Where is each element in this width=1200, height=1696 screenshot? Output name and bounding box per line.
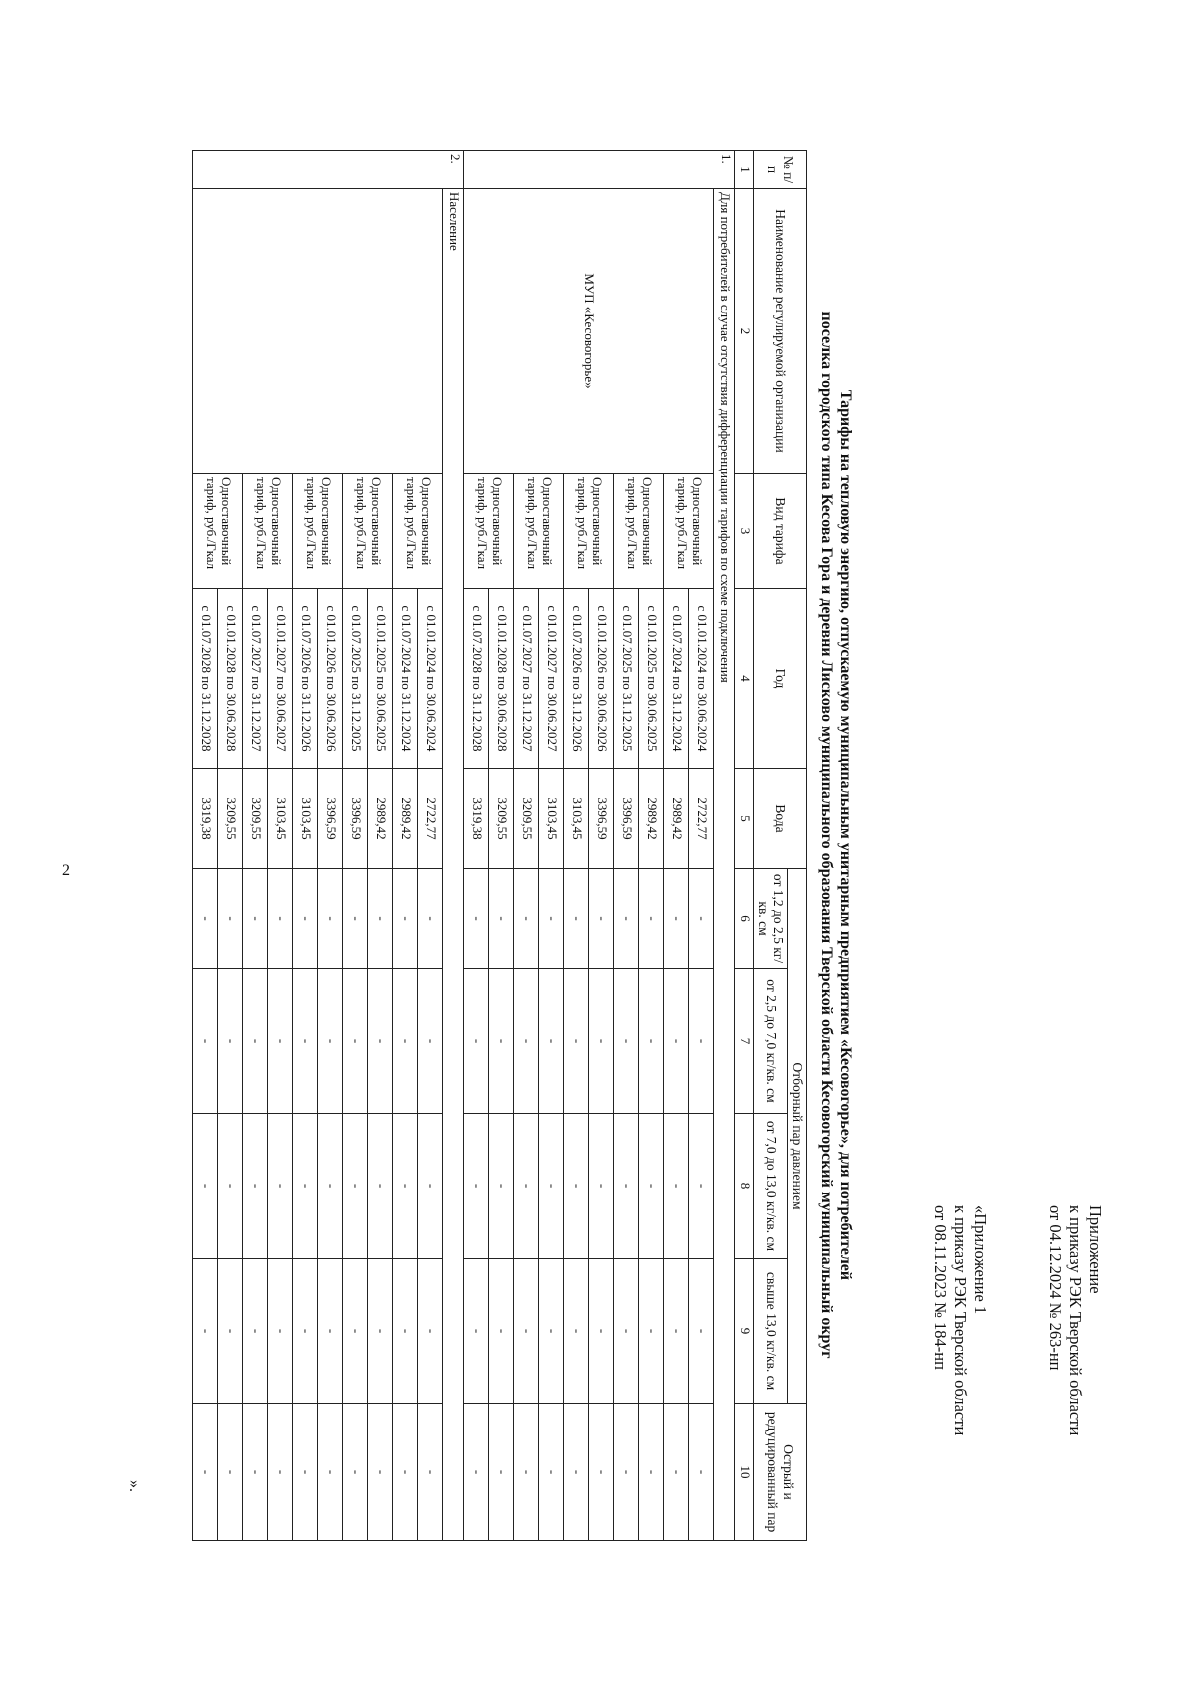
water-tariff: 3209,55 [514, 769, 539, 869]
period: с 01.07.2026 по 31.12.2026 [293, 589, 318, 769]
period: с 01.07.2027 по 31.12.2027 [514, 589, 539, 769]
dash-cell: - [343, 869, 368, 969]
table-row [689, 151, 714, 1541]
dash-cell: - [689, 1404, 714, 1541]
tariff-kind: Одноставочный тариф, руб./Гкал [564, 474, 614, 589]
water-tariff: 2722,77 [418, 769, 443, 869]
dash-cell: - [418, 869, 443, 969]
period: с 01.01.2026 по 30.06.2026 [589, 589, 614, 769]
water-tariff: 3396,59 [318, 769, 343, 869]
dash-cell: - [218, 969, 243, 1114]
tariff-table [192, 150, 807, 1541]
dash-cell: - [514, 1259, 539, 1404]
dash-cell: - [268, 1114, 293, 1259]
dash-cell: - [614, 1259, 639, 1404]
dash-cell: - [664, 1404, 689, 1541]
dash-cell: - [418, 1114, 443, 1259]
period: с 01.01.2027 по 30.06.2027 [268, 589, 293, 769]
period: с 01.07.2028 по 31.12.2028 [464, 589, 489, 769]
organization-name [193, 189, 443, 474]
dash-cell: - [539, 869, 564, 969]
water-tariff: 3103,45 [539, 769, 564, 869]
header-year: Год [754, 589, 807, 769]
dash-cell: - [564, 1259, 589, 1404]
tariff-kind: Одноставочный тариф, руб./Гкал [293, 474, 343, 589]
dash-cell: - [293, 1114, 318, 1259]
appendix-line: «Приложение 1 [971, 1205, 990, 1315]
dash-cell: - [639, 1404, 664, 1541]
tariff-kind: Одноставочный тариф, руб./Гкал [243, 474, 293, 589]
dash-cell: - [589, 869, 614, 969]
column-index: 2 [735, 189, 754, 474]
dash-cell: - [368, 1114, 393, 1259]
tariff-kind: Одноставочный тариф, руб./Гкал [193, 474, 243, 589]
dash-cell: - [268, 969, 293, 1114]
dash-cell: - [243, 1404, 268, 1541]
dash-cell: - [614, 969, 639, 1114]
dash-cell: - [514, 869, 539, 969]
dash-cell: - [614, 1404, 639, 1541]
dash-cell: - [689, 869, 714, 969]
period: с 01.01.2024 по 30.06.2024 [418, 589, 443, 769]
dash-cell: - [564, 969, 589, 1114]
column-index: 1 [735, 151, 754, 189]
dash-cell: - [293, 1404, 318, 1541]
appendix-block [1046, 1205, 1105, 1545]
section-title: Для потребителей в случае отсутствия дифференциации тарифов по схеме подключения [714, 189, 735, 1541]
dash-cell: - [343, 1259, 368, 1404]
period: с 01.07.2025 по 31.12.2025 [614, 589, 639, 769]
dash-cell: - [514, 1404, 539, 1541]
section-number: 1. [464, 151, 735, 189]
header-tariff-kind: Вид тарифа [754, 474, 807, 589]
dash-cell: - [343, 969, 368, 1114]
dash-cell: - [614, 1114, 639, 1259]
dash-cell: - [218, 1404, 243, 1541]
dash-cell: - [393, 1404, 418, 1541]
dash-cell: - [368, 1404, 393, 1541]
period: с 01.01.2028 по 30.06.2028 [489, 589, 514, 769]
closing-quote: ». [126, 1480, 143, 1492]
dash-cell: - [664, 869, 689, 969]
period: с 01.07.2024 по 31.12.2024 [393, 589, 418, 769]
dash-cell: - [664, 969, 689, 1114]
column-index: 3 [735, 474, 754, 589]
header-num: № п/п [754, 151, 807, 189]
header-steam-group: Отборный пар давлением [788, 869, 807, 1404]
water-tariff: 3103,45 [564, 769, 589, 869]
water-tariff: 3103,45 [268, 769, 293, 869]
dash-cell: - [318, 1404, 343, 1541]
title-line: Тарифы на тепловую энергию, отпускаемую муниципальным унитарным предприятием «Кесовогорье», для потребителей [837, 389, 854, 1281]
dash-cell: - [368, 869, 393, 969]
dash-cell: - [343, 1404, 368, 1541]
period: с 01.01.2024 по 30.06.2024 [689, 589, 714, 769]
column-index: 9 [735, 1259, 754, 1404]
dash-cell: - [293, 1259, 318, 1404]
dash-cell: - [318, 1259, 343, 1404]
header-pressure-3: от 7,0 до 13,0 кг/кв. см [754, 1114, 788, 1259]
dash-cell: - [639, 1114, 664, 1259]
document-title [817, 85, 855, 1585]
tariff-kind: Одноставочный тариф, руб./Гкал [393, 474, 443, 589]
water-tariff: 2722,77 [689, 769, 714, 869]
water-tariff: 2989,42 [639, 769, 664, 869]
dash-cell: - [418, 1259, 443, 1404]
section-number: 2. [193, 151, 464, 189]
column-index: 7 [735, 969, 754, 1114]
column-index-row [735, 151, 754, 1541]
dash-cell: - [218, 1259, 243, 1404]
column-index: 8 [735, 1114, 754, 1259]
dash-cell: - [193, 869, 218, 969]
period: с 01.07.2024 по 31.12.2024 [664, 589, 689, 769]
dash-cell: - [243, 1114, 268, 1259]
header-sharp-steam: Острый и редуцированный пар [754, 1404, 807, 1541]
dash-cell: - [193, 1259, 218, 1404]
water-tariff: 2989,42 [393, 769, 418, 869]
dash-cell: - [218, 1114, 243, 1259]
dash-cell: - [393, 869, 418, 969]
water-tariff: 3396,59 [343, 769, 368, 869]
dash-cell: - [193, 969, 218, 1114]
dash-cell: - [418, 969, 443, 1114]
dash-cell: - [689, 969, 714, 1114]
section-row [714, 151, 735, 1541]
header-pressure-2: от 2,5 до 7,0 кг/кв. см [754, 969, 788, 1114]
water-tariff: 3319,38 [193, 769, 218, 869]
tariff-kind: Одноставочный тариф, руб./Гкал [664, 474, 714, 589]
dash-cell: - [639, 969, 664, 1114]
dash-cell: - [318, 1114, 343, 1259]
dash-cell: - [564, 1114, 589, 1259]
dash-cell: - [664, 1114, 689, 1259]
dash-cell: - [268, 1259, 293, 1404]
appendix-line: от 04.12.2024 № 263-нп [1046, 1205, 1066, 1371]
column-index: 10 [735, 1404, 754, 1541]
dash-cell: - [514, 969, 539, 1114]
period: с 01.07.2026 по 31.12.2026 [564, 589, 589, 769]
rotated-page [125, 85, 1125, 1585]
header-pressure-1: от 1,2 до 2,5 кг/кв. см [754, 869, 788, 969]
previous-appendix-block [931, 1205, 990, 1545]
water-tariff: 3396,59 [589, 769, 614, 869]
dash-cell: - [318, 869, 343, 969]
page-number: 2 [62, 862, 70, 879]
water-tariff: 3209,55 [218, 769, 243, 869]
dash-cell: - [514, 1114, 539, 1259]
dash-cell: - [393, 1259, 418, 1404]
dash-cell: - [464, 1114, 489, 1259]
tariff-kind: Одноставочный тариф, руб./Гкал [614, 474, 664, 589]
column-index: 6 [735, 869, 754, 969]
dash-cell: - [368, 1259, 393, 1404]
appendix-line: к приказу РЭК Тверской области [1066, 1205, 1086, 1436]
dash-cell: - [243, 869, 268, 969]
dash-cell: - [614, 869, 639, 969]
dash-cell: - [639, 869, 664, 969]
table-body [193, 151, 735, 1541]
dash-cell: - [268, 869, 293, 969]
dash-cell: - [243, 969, 268, 1114]
dash-cell: - [464, 869, 489, 969]
dash-cell: - [489, 869, 514, 969]
water-tariff: 2989,42 [368, 769, 393, 869]
dash-cell: - [589, 1404, 614, 1541]
dash-cell: - [589, 1114, 614, 1259]
dash-cell: - [564, 869, 589, 969]
dash-cell: - [193, 1114, 218, 1259]
dash-cell: - [564, 1404, 589, 1541]
water-tariff: 3396,59 [614, 769, 639, 869]
header-pressure-4: свыше 13,0 кг/кв. см [754, 1259, 788, 1404]
period: с 01.01.2025 по 30.06.2025 [639, 589, 664, 769]
column-index: 5 [735, 769, 754, 869]
dash-cell: - [639, 1259, 664, 1404]
dash-cell: - [589, 969, 614, 1114]
period: с 01.01.2025 по 30.06.2025 [368, 589, 393, 769]
dash-cell: - [464, 1404, 489, 1541]
water-tariff: 3319,38 [464, 769, 489, 869]
tariff-kind: Одноставочный тариф, руб./Гкал [514, 474, 564, 589]
dash-cell: - [664, 1259, 689, 1404]
water-tariff: 3209,55 [489, 769, 514, 869]
table-row [418, 151, 443, 1541]
dash-cell: - [689, 1114, 714, 1259]
organization-name: МУП «Кесовогорье» [464, 189, 714, 474]
appendix-line: Приложение [1086, 1205, 1105, 1294]
header-organization: Наименование регулируемой организации [754, 189, 807, 474]
period: с 01.07.2027 по 31.12.2027 [243, 589, 268, 769]
dash-cell: - [464, 1259, 489, 1404]
dash-cell: - [489, 1114, 514, 1259]
appendix-line: от 08.11.2023 № 184-нп [931, 1205, 951, 1370]
dash-cell: - [589, 1259, 614, 1404]
dash-cell: - [293, 969, 318, 1114]
dash-cell: - [539, 969, 564, 1114]
dash-cell: - [368, 969, 393, 1114]
period: с 01.07.2028 по 31.12.2028 [193, 589, 218, 769]
period: с 01.01.2027 по 30.06.2027 [539, 589, 564, 769]
dash-cell: - [293, 869, 318, 969]
water-tariff: 3209,55 [243, 769, 268, 869]
appendix-line: к приказу РЭК Тверской области [951, 1205, 971, 1436]
dash-cell: - [343, 1114, 368, 1259]
title-line: поселка городского типа Кесова Гора и деревни Лисково муниципального образования Тверской области Кесовогорский муниципальный округ [817, 311, 835, 1359]
dash-cell: - [489, 1404, 514, 1541]
dash-cell: - [689, 1259, 714, 1404]
dash-cell: - [539, 1114, 564, 1259]
dash-cell: - [268, 1404, 293, 1541]
section-title: Население [443, 189, 464, 1541]
tariff-kind: Одноставочный тариф, руб./Гкал [343, 474, 393, 589]
dash-cell: - [218, 869, 243, 969]
dash-cell: - [193, 1404, 218, 1541]
dash-cell: - [489, 1259, 514, 1404]
dash-cell: - [539, 1404, 564, 1541]
tariff-kind: Одноставочный тариф, руб./Гкал [464, 474, 514, 589]
header-water: Вода [754, 769, 807, 869]
dash-cell: - [539, 1259, 564, 1404]
period: с 01.01.2028 по 30.06.2028 [218, 589, 243, 769]
dash-cell: - [243, 1259, 268, 1404]
dash-cell: - [489, 969, 514, 1114]
dash-cell: - [464, 969, 489, 1114]
dash-cell: - [393, 969, 418, 1114]
water-tariff: 3103,45 [293, 769, 318, 869]
water-tariff: 2989,42 [664, 769, 689, 869]
section-row [443, 151, 464, 1541]
dash-cell: - [318, 969, 343, 1114]
period: с 01.01.2026 по 30.06.2026 [318, 589, 343, 769]
column-index: 4 [735, 589, 754, 769]
dash-cell: - [393, 1114, 418, 1259]
period: с 01.07.2025 по 31.12.2025 [343, 589, 368, 769]
dash-cell: - [418, 1404, 443, 1541]
